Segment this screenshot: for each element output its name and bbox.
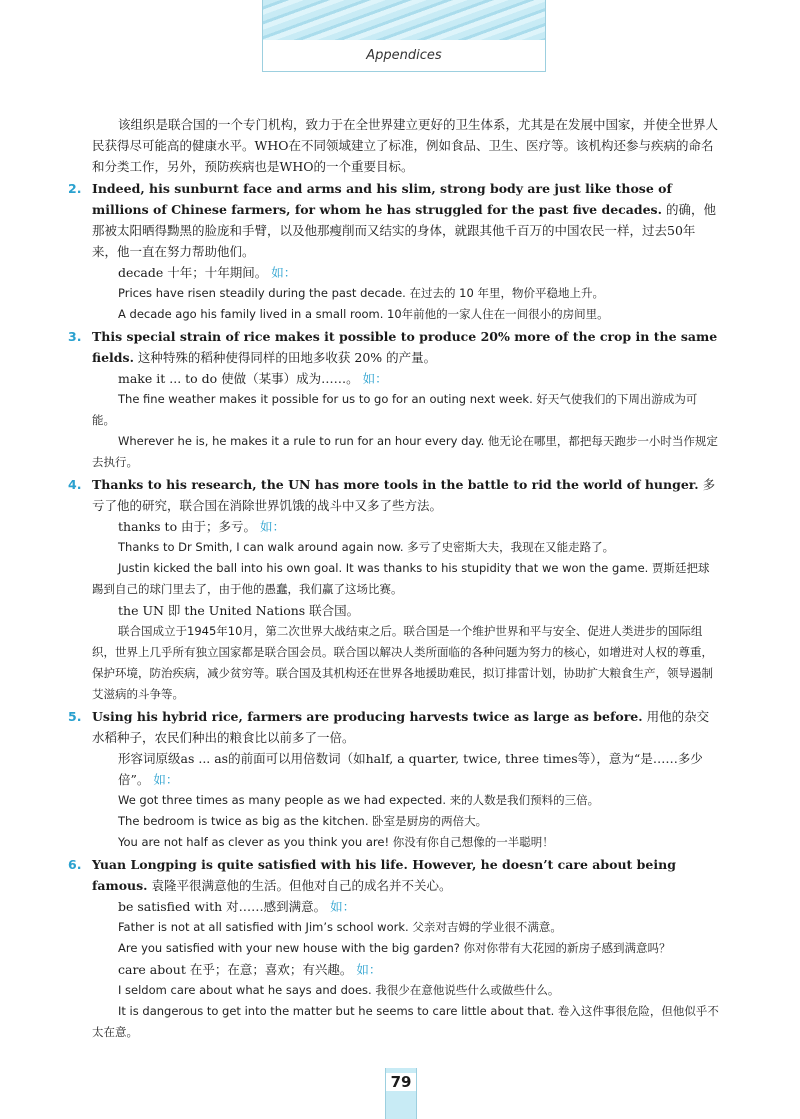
item-number: 4. (68, 477, 82, 492)
page-number-tab (385, 1068, 417, 1119)
english-sentence: Using his hybrid rice, farmers are producing harvests twice as large as before. (92, 709, 643, 724)
english-sentence: Indeed, his sunburnt face and arms and his slim, strong body are just like those of millions of Chinese farmers, for whom he has struggled for the past five decades. (92, 181, 672, 217)
background-note: 联合国成立于1945年10月，第二次世界大战结束之后。联合国是一个维护世界和平与安全、促进人类进步的国际组织，世界上几乎所有独立国家都是联合国会员。联合国以解决人类所面临的各种问题为努力的核心，如增进对人权的尊重，保护环境，防治疾病，减少贫穷等。联合国及其机构还在世界各地援助难民，拟订排雷计划，协助扩大粮食生产，领导遏制艾滋病的斗争等。 (92, 624, 713, 701)
example-sentence: It is dangerous to get into the matter but he seems to care little about that. 卷入这件事很危险，但他似乎不太在意。 (92, 1004, 719, 1039)
example-marker: 如： (153, 772, 179, 787)
example-sentence: A decade ago his family lived in a small room. 10年前他的一家人住在一间很小的房间里。 (118, 307, 609, 321)
item-sentence (92, 706, 720, 748)
page-body (68, 114, 720, 1043)
chinese-translation: 用他的杂交水稻种子，农民们种出的粮食比以前多了一倍。 (92, 709, 710, 745)
example-sentence: Father is not at all satisfied with Jim’s school work. 父亲对吉姆的学业很不满意。 (118, 920, 562, 934)
header-banner (262, 0, 546, 40)
section-title-text: Appendices (366, 48, 442, 63)
note-item-5 (68, 706, 720, 853)
example-sentence: You are not half as clever as you think you are! 你没有你自己想像的一半聪明！ (118, 835, 554, 849)
example-sentence: We got three times as many people as we had expected. 来的人数是我们预料的三倍。 (118, 793, 600, 807)
note-item-4 (68, 474, 720, 705)
term-definition: decade 十年；十年期间。 如： (118, 265, 297, 280)
example-sentence: Justin kicked the ball into his own goal. It was thanks to his stupidity that we won the game. 贾斯廷把球踢到自己的球门里去了，由于他的愚蠢，我们赢了这场比赛。 (92, 561, 710, 596)
example-sentence: Wherever he is, he makes it a rule to run for an hour every day. 他无论在哪里，都把每天跑步一小时当作规定去执行。 (92, 434, 718, 469)
example-marker: 如： (271, 265, 297, 280)
example-marker: 如： (260, 519, 286, 534)
section-title (262, 40, 546, 72)
term-definition: make it ... to do 使做（某事）成为……。 如： (118, 371, 388, 386)
note-item-2 (68, 178, 720, 325)
english-sentence: Yuan Longping is quite satisfied with his life. However, he doesn’t care about being famous. (92, 857, 676, 893)
english-sentence: This special strain of rice makes it possible to produce 20% more of the crop in the same fields. (92, 329, 718, 365)
example-marker: 如： (362, 371, 388, 386)
example-marker: 如： (356, 962, 382, 977)
example-marker: 如： (330, 899, 356, 914)
note-item-3 (68, 326, 720, 473)
chinese-translation: 的确，他那被太阳晒得黝黑的脸庞和手臂，以及他那瘦削而又结实的身体，就跟其他千百万的中国农民一样，过去50年来，他一直在努力帮助他们。 (92, 202, 716, 259)
term-definition: be satisfied with 对……感到满意。 如： (118, 899, 356, 914)
item-number: 5. (68, 709, 82, 724)
example-sentence: Are you satisfied with your new house with the big garden? 你对你带有大花园的新房子感到满意吗？ (118, 941, 671, 955)
item-sentence (92, 854, 720, 896)
item-number: 6. (68, 857, 82, 872)
english-sentence: Thanks to his research, the UN has more tools in the battle to rid the world of hunger. (92, 477, 699, 492)
item-sentence (92, 326, 720, 368)
example-sentence: The fine weather makes it possible for us to go for an outing next week. 好天气使我们的下周出游成为可能。 (92, 392, 698, 427)
chinese-translation: 这种特殊的稻种使得同样的田地多收获 20% 的产量。 (137, 350, 437, 365)
item-sentence (92, 178, 720, 262)
item-number: 3. (68, 329, 82, 344)
term-definition: thanks to 由于；多亏。 如： (118, 519, 286, 534)
grammar-note: 形容词原级as ... as的前面可以用倍数词（如half, a quarter, twice, three times等），意为“是……多少倍”。 如： (118, 751, 703, 787)
chinese-translation: 多亏了他的研究，联合国在消除世界饥饿的战斗中又多了些方法。 (92, 477, 716, 513)
chinese-translation: 袁隆平很满意他的生活。但他对自己的成名并不关心。 (151, 878, 452, 893)
example-sentence: Thanks to Dr Smith, I can walk around again now. 多亏了史密斯大夫，我现在又能走路了。 (118, 540, 615, 554)
example-sentence: Prices have risen steadily during the past decade. 在过去的 10 年里，物价平稳地上升。 (118, 286, 604, 300)
term-definition: the UN 即 the United Nations 联合国。 (118, 603, 360, 618)
term-definition: care about 在乎；在意；喜欢；有兴趣。 如： (118, 962, 382, 977)
example-sentence: I seldom care about what he says and does. 我很少在意他说些什么或做些什么。 (118, 983, 560, 997)
item-sentence (92, 474, 720, 516)
note-item-6 (68, 854, 720, 1043)
item-number: 2. (68, 181, 82, 196)
intro-paragraph: 该组织是联合国的一个专门机构，致力于在全世界建立更好的卫生体系，尤其是在发展中国家，并使全世界人民获得尽可能高的健康水平。WHO在不同领域建立了标准，例如食品、卫生、医疗等。该机构还参与疾病的命名和分类工作，另外，预防疾病也是WHO的一个重要目标。 (92, 117, 719, 174)
page-number: 79 (386, 1073, 416, 1091)
example-sentence: The bedroom is twice as big as the kitchen. 卧室是厨房的两倍大。 (118, 814, 488, 828)
